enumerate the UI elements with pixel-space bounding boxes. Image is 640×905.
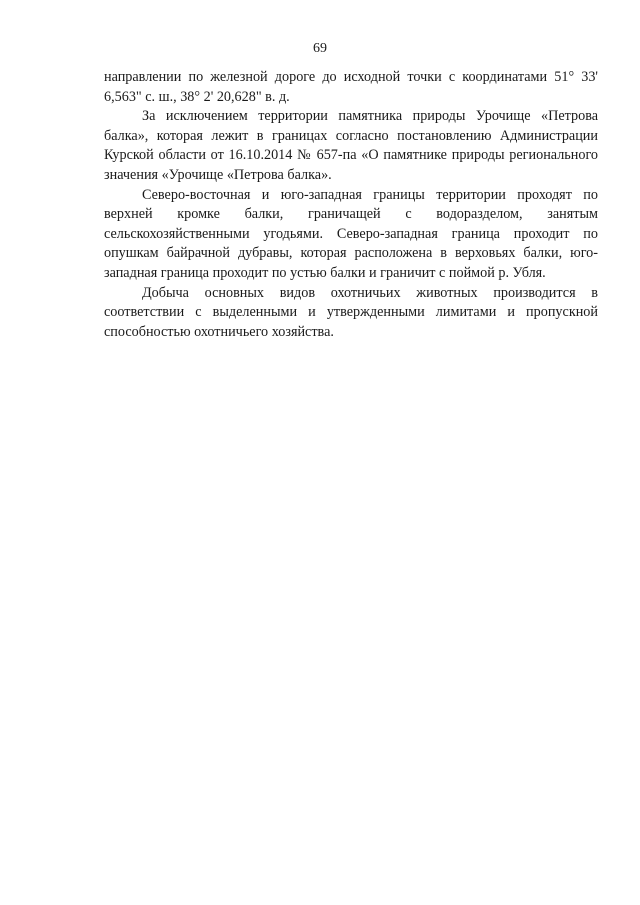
paragraph-territory-boundaries: Северо-восточная и юго-западная границы территории проходят по верхней кромке балки, граничащей с водоразделом, занятым сельскохозяйственными угодьями. Северо-западная граница проходит по опушкам байрачной дубравы, которая расположена в верховьях балки, юго-западная граница проходит по устью балки и граничит с поймой р. Убля. — [104, 186, 598, 281]
paragraph-hunting-limits: Добыча основных видов охотничьих животных производится в соответствии с выделенными и утвержденными лимитами и пропускной способностью охотничьего хозяйства. — [104, 284, 598, 340]
document-body — [104, 68, 598, 342]
paragraph-nature-monument-exception: За исключением территории памятника природы Урочище «Петрова балка», которая лежит в границах согласно постановлению Администрации Курской области от 16.10.2014 № 657-па «О памятнике природы регионального значения «Урочище «Петрова балка». — [104, 108, 598, 183]
page-number: 69 — [313, 41, 327, 56]
paragraph-coordinates-continuation: направлении по железной дороге до исходной точки с координатами 51° 33' 6,563" с. ш., 38° 2' 20,628" в. д. — [104, 69, 598, 105]
